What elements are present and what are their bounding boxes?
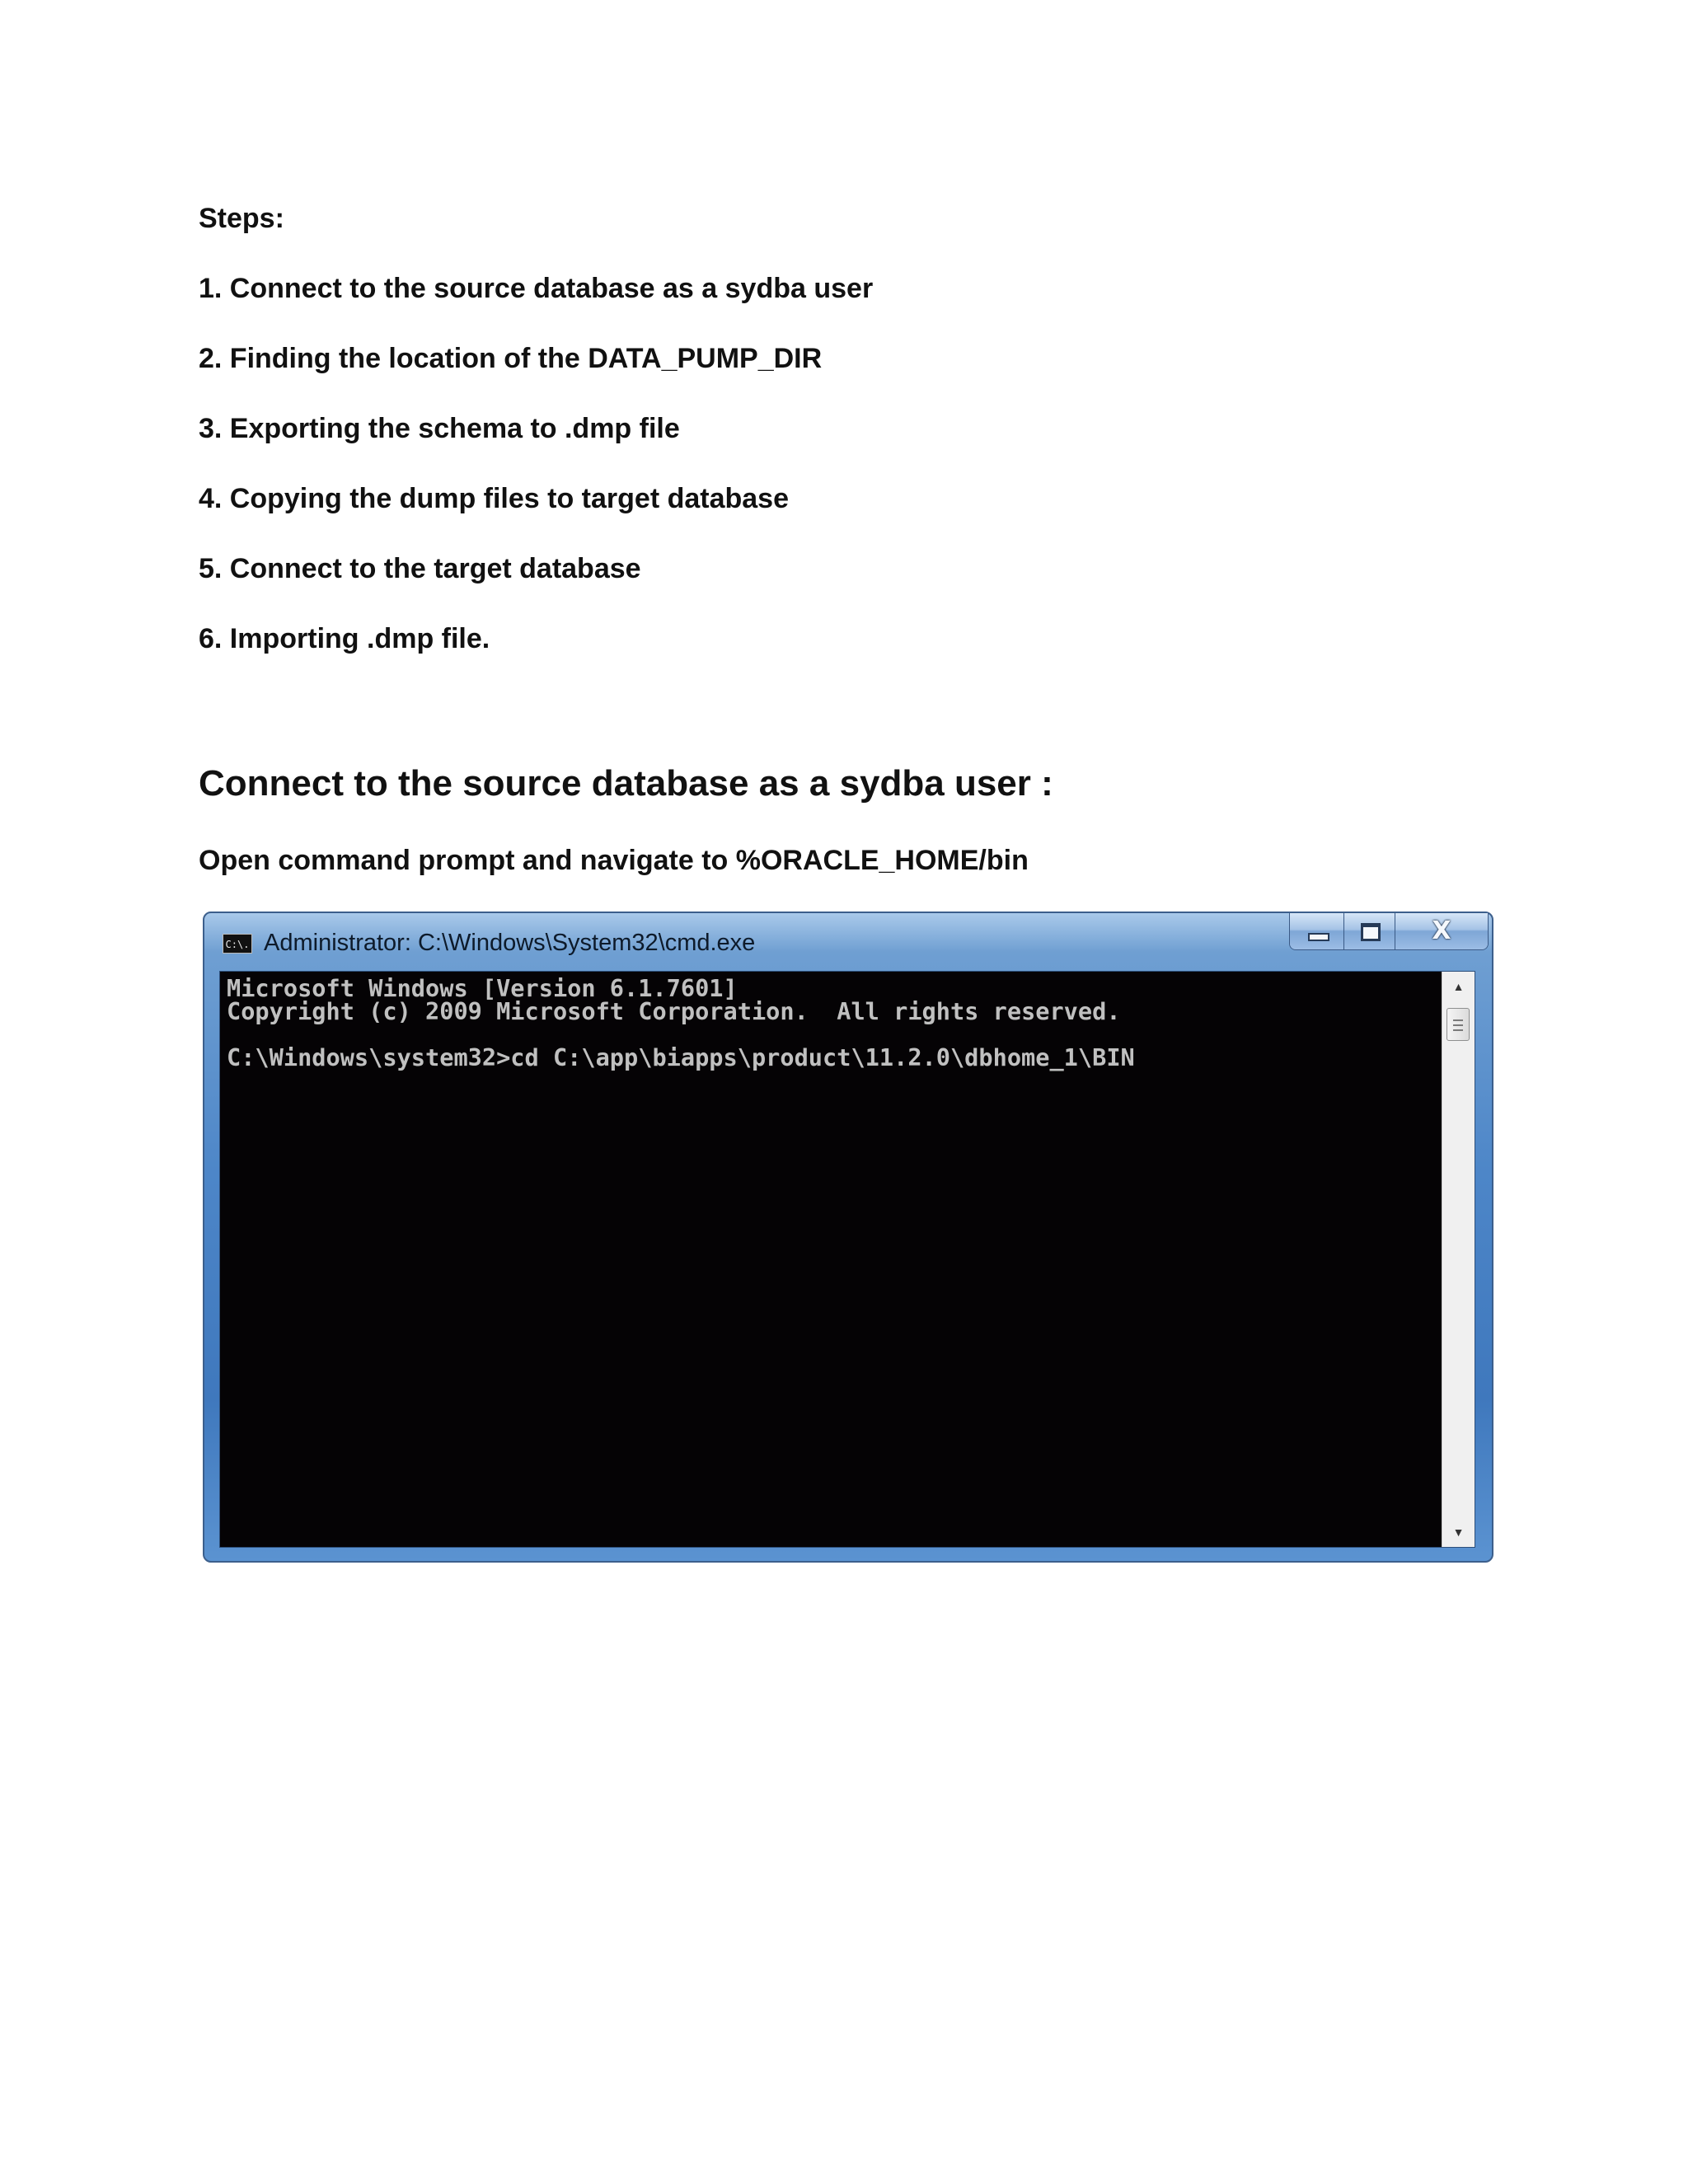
section-title: Connect to the source database as a sydba user : bbox=[199, 763, 1053, 804]
cmd-title-bar[interactable] bbox=[204, 913, 1492, 969]
step-item-5: 5. Connect to the target database bbox=[199, 553, 641, 584]
grip-line bbox=[1453, 1024, 1463, 1026]
step-item-3: 3. Exporting the schema to .dmp file bbox=[199, 413, 680, 444]
step-item-2: 2. Finding the location of the DATA_PUMP_DIR bbox=[199, 343, 823, 374]
maximize-button[interactable] bbox=[1344, 913, 1395, 949]
steps-heading: Steps: bbox=[199, 203, 284, 234]
grip-line bbox=[1453, 1019, 1463, 1021]
grip-line bbox=[1453, 1029, 1463, 1031]
console-line-1: Microsoft Windows [Version 6.1.7601] bbox=[227, 974, 738, 1002]
close-icon: X bbox=[1432, 916, 1451, 945]
scroll-thumb[interactable] bbox=[1447, 1008, 1470, 1041]
scroll-up-arrow-icon[interactable]: ▲ bbox=[1452, 980, 1465, 993]
minimize-button[interactable] bbox=[1290, 913, 1344, 949]
minimize-icon bbox=[1308, 933, 1329, 941]
console-line-4: C:\Windows\system32>cd C:\app\biapps\product\11.2.0\dbhome_1\BIN bbox=[227, 1043, 1135, 1071]
maximize-icon bbox=[1361, 923, 1381, 941]
step-item-1: 1. Connect to the source database as a sydba user bbox=[199, 273, 874, 304]
scroll-down-arrow-icon[interactable]: ▼ bbox=[1452, 1526, 1465, 1539]
cmd-app-icon[interactable]: C:\. bbox=[223, 934, 252, 954]
window-controls bbox=[1289, 913, 1489, 950]
console-line-2: Copyright (c) 2009 Microsoft Corporation. All rights reserved. bbox=[227, 997, 1121, 1025]
instruction-text: Open command prompt and navigate to %ORACLE_HOME/bin bbox=[199, 845, 1029, 876]
step-item-4: 4. Copying the dump files to target database bbox=[199, 483, 789, 514]
step-item-6: 6. Importing .dmp file. bbox=[199, 623, 490, 654]
cmd-window-title: Administrator: C:\Windows\System32\cmd.exe bbox=[264, 930, 756, 956]
cmd-window-screenshot bbox=[203, 912, 1493, 1563]
console-output bbox=[227, 974, 1135, 1071]
close-button[interactable] bbox=[1395, 913, 1488, 949]
console-area[interactable] bbox=[219, 971, 1475, 1548]
vertical-scrollbar[interactable] bbox=[1442, 972, 1475, 1547]
